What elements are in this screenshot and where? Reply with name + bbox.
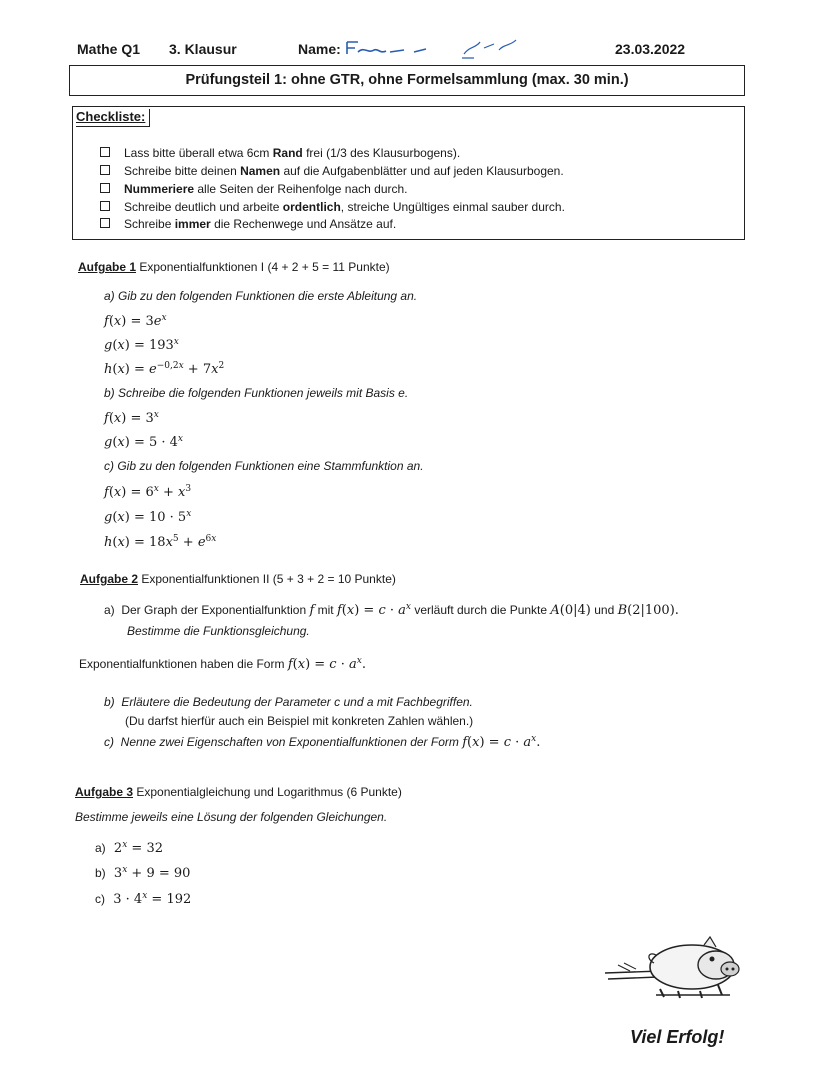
checkbox-icon (100, 183, 110, 193)
checklist-item: Schreibe bitte deinen Namen auf die Aufgabenblätter und auf jeden Klausurbogen. (100, 164, 564, 178)
task2-a-line2: Bestimme die Funktionsgleichung. (127, 624, 310, 638)
task3-b: b) $3^x + 9 = 90$ (95, 865, 191, 881)
task3-heading: Aufgabe 3 Exponentialgleichung und Logarithmus (6 Punkte) (75, 785, 402, 799)
checklist-item: Nummeriere alle Seiten der Reihenfolge nach durch. (100, 182, 408, 196)
task2-b-line2: (Du darfst hierfür auch ein Beispiel mit konkreten Zahlen wählen.) (125, 714, 474, 728)
task2-heading: Aufgabe 2 Exponentialfunktionen II (5 + 3 + 2 = 10 Punkte) (80, 572, 396, 586)
exam-title: Prüfungsteil 1: ohne GTR, ohne Formelsammlung (max. 30 min.) (185, 72, 629, 88)
checklist-item: Schreibe deutlich und arbeite ordentlich, streiche Ungültiges einmal sauber durch. (100, 200, 565, 214)
task1-heading: Aufgabe 1 Exponentialfunktionen I (4 + 2 + 5 = 11 Punkte) (78, 260, 390, 274)
task3-c: c) $3 \cdot 4^x = 192$ (95, 891, 192, 907)
checkbox-icon (100, 201, 110, 211)
exam-number: 3. Klausur (169, 41, 237, 57)
checkbox-icon (100, 165, 110, 175)
checklist-item: Schreibe immer die Rechenwege und Ansätze auf. (100, 217, 396, 231)
task1-c-f: $f(x) = 6^x + x^3$ (104, 484, 192, 500)
task1-a-h: $h(x) = e^{-0,2x} + 7x^2$ (104, 361, 225, 377)
task2-form: Exponentialfunktionen haben die Form $f(x) = c \cdot a^x$. (79, 656, 366, 672)
farewell-text: Viel Erfolg! (630, 1027, 725, 1047)
checkbox-icon (100, 218, 110, 228)
exam-title-box (69, 65, 745, 96)
task1-a-f: $f(x) = 3e^x$ (104, 313, 167, 329)
task3-intro: Bestimme jeweils eine Lösung der folgenden Gleichungen. (75, 810, 388, 824)
handwritten-name-signature (344, 36, 534, 62)
exam-date: 23.03.2022 (615, 41, 686, 57)
subject: Mathe Q1 (77, 41, 141, 57)
task1-b-instruction: b) Schreibe die folgenden Funktionen jeweils mit Basis e. (104, 386, 409, 400)
task2-c-text: c) Nenne zwei Eigenschaften von Exponentialfunktionen der Form $f(x) = c \cdot a^x$. (104, 734, 541, 750)
task2-b-text: b) Erläutere die Bedeutung der Parameter c und a mit Fachbegriffen. (104, 695, 473, 709)
task1-a-instruction: a) Gib zu den folgenden Funktionen die erste Ableitung an. (104, 289, 418, 303)
checklist-heading: Checkliste: (76, 109, 150, 127)
pig-cartoon-icon (600, 935, 750, 1001)
task2-a-text: a) Der Graph der Exponentialfunktion f mit $f(x) = c \cdot a^x$ verläuft durch die Punkte A(0|4) und B(2|100). (104, 602, 679, 618)
task1-c-instruction: c) Gib zu den folgenden Funktionen eine Stammfunktion an. (104, 459, 424, 473)
name-label: Name: (298, 41, 341, 57)
task1-b-g: $g(x) = 5 \cdot 4^x$ (104, 434, 183, 450)
task1-b-f: $f(x) = 3^x$ (104, 410, 159, 426)
task1-c-g: $g(x) = 10 \cdot 5^x$ (104, 509, 192, 525)
task3-a: a) $2^x = 32$ (95, 840, 163, 856)
task1-c-h: $h(x) = 18x^5 + e^{6x}$ (104, 534, 217, 550)
checklist-item: Lass bitte überall etwa 6cm Rand frei (1/3 des Klausurbogens). (100, 146, 460, 160)
task1-a-g: $g(x) = 193^x$ (104, 337, 179, 353)
checkbox-icon (100, 147, 110, 157)
